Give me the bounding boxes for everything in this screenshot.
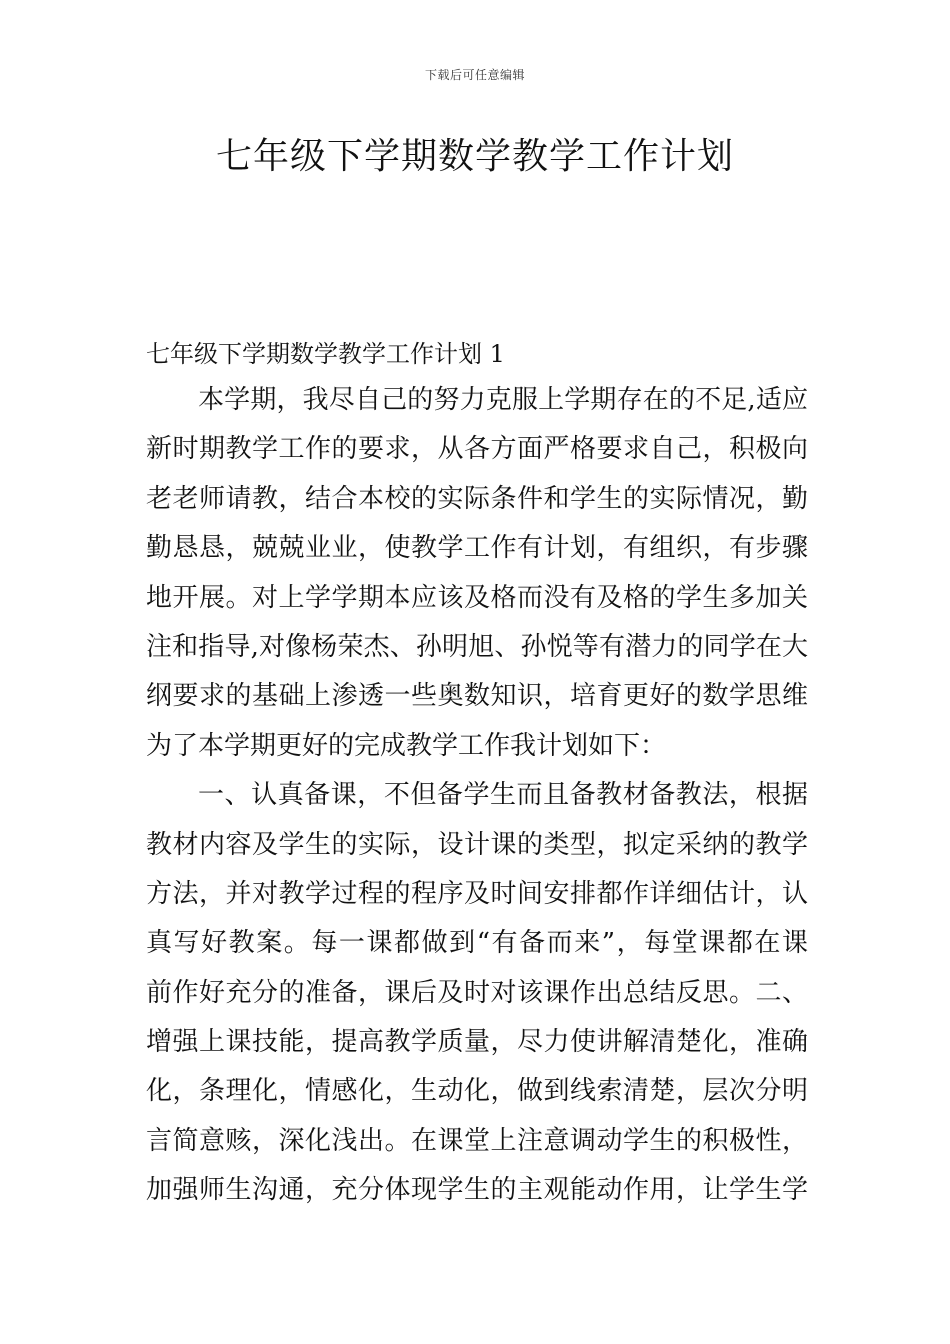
body-line: 纲要求的基础上渗透一些奥数知识，培育更好的数学思维 — [146, 681, 808, 712]
body-line: 勤恳恳，兢兢业业，使教学工作有计划，有组织，有步骤 — [146, 533, 808, 564]
body-line: 加强师生沟通，充分体现学生的主观能动作用，让学生学 — [146, 1175, 808, 1206]
section-heading: 七年级下学期数学教学工作计划 1 — [146, 340, 505, 368]
body-line: 增强上课技能，提高教学质量，尽力使讲解清楚化，准确 — [146, 1027, 808, 1058]
body-line: 前作好充分的准备，课后及时对该课作出总结反思。二、 — [146, 977, 808, 1008]
body-line: 言简意赅，深化浅出。在课堂上注意调动学生的积极性， — [146, 1125, 808, 1156]
body-line: 本学期，我尽自己的努力克服上学期存在的不足,适应 — [198, 385, 808, 415]
body-line: 教材内容及学生的实际，设计课的类型，拟定采纳的教学 — [146, 829, 808, 860]
body-line: 化，条理化，情感化，生动化，做到线索清楚，层次分明 — [146, 1076, 808, 1107]
document-title: 七年级下学期数学教学工作计划 — [215, 136, 734, 177]
header-note: 下载后可任意编辑 — [424, 68, 525, 82]
body-text — [146, 376, 808, 1216]
body-line: 为了本学期更好的完成教学工作我计划如下： — [146, 730, 667, 761]
body-line: 一、认真备课，不但备学生而且备教材备教法，根据 — [198, 780, 808, 811]
body-line: 注和指导,对像杨荣杰、孙明旭、孙悦等有潜力的同学在大 — [146, 631, 808, 662]
body-line: 新时期教学工作的要求，从各方面严格要求自己，积极向 — [146, 434, 808, 465]
body-line: 方法，并对教学过程的程序及时间安排都作详细估计，认 — [146, 878, 808, 909]
body-line: 真写好教案。每一课都做到“有备而来”，每堂课都在课 — [146, 928, 808, 959]
body-line: 地开展。对上学学期本应该及格而没有及格的学生多加关 — [146, 582, 808, 613]
body-line: 老老师请教，结合本校的实际条件和学生的实际情况，勤 — [146, 483, 808, 514]
